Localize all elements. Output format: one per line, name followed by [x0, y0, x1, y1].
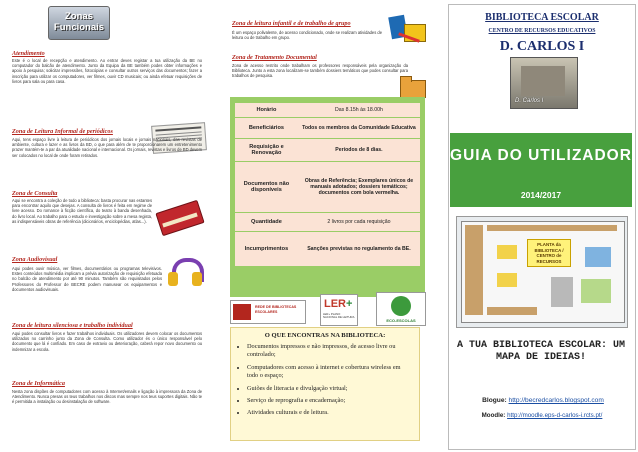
moodle-line: Moodle: http://moodle.eps-d-carlos-i.rcts.pt/ — [481, 412, 603, 419]
library-floor-plan — [456, 216, 628, 328]
schedule-value: 2 livros por cada requisição — [298, 213, 420, 231]
schedule-value: Períodos de 8 dias. — [298, 139, 420, 161]
section-title-leitura-informal: Zona de Leitura Informal de periódicos — [12, 128, 113, 135]
guide-year: 2014/2017 — [520, 190, 562, 200]
section-title-informatica: Zona de Informática — [12, 380, 65, 387]
text-silenciosa: Aqui podes consultar livros e fazer trabalhos individuais. Os utilizadores devem colocar os documentos utilizados no carrinho junto da Zona de Consulta. Como utilizador és o único responsável pelo documento que lá é confiado. Em caso de extravio ou deterioração, caberá repor novo documento ou indemnizar a escola. — [12, 331, 202, 352]
schedule-value: Obras de Referência; Exemplares únicos de manuais adotados; dossiers temáticos; documentos com bola vermelha. — [298, 162, 420, 212]
cover-title-centro: CENTRO DE RECURSOS EDUCATIVOS — [488, 28, 596, 34]
schedule-row — [235, 162, 420, 212]
section-title-consulta: Zona de Consulta — [12, 190, 58, 197]
section-title-silenciosa: Zona de leitura silenciosa e trabalho individual — [12, 322, 133, 329]
floor-plan-label: PLANTA da BIBLIOTECA / CENTRO de RECURSOS — [527, 239, 571, 267]
cover-title-biblioteca: BIBLIOTECA ESCOLAR — [485, 12, 599, 23]
schedule-value: Das 8.15h às 18.00h — [298, 103, 420, 117]
ler-mais-logo: LER+ LER+ PLANO NACIONAL DE LEITURA — [320, 294, 358, 326]
headphones-icon — [166, 254, 204, 294]
blog-line: Blogue: http://becredcarlos.blogspot.com — [482, 397, 604, 404]
text-leitura-informal: Aqui, tens espaço livre à leitura de periódicos dos jornais locais e jornais nacionais, das revistas de ambiente, cultura e lazer e as livros da BD, o que para além de te proporcionarem um entretenimento prazer mantém-te a par da atualidade nacional e internacional. Os jornais, revistas e livros de BD devem ser colocados no local de onde foram retirados. — [12, 137, 202, 158]
schedule-label: Requisição e Renovação — [235, 139, 298, 161]
text-atendimento: Este é o local de recepção e atendimento. Ao entrar deves registar a tua utilização da BE no computador do balcão de atendimento. Junto da Equipa da BE também podes obter informações e apoio à pesquisa; solicitar impressões, fotocópias e consultar outros serviços das documentos; fazer a inscrição para utilizar os computadores, ver filmes, ouvir CD musicais; ou ainda efetuar requisições de livros para sala ou para casa. — [12, 58, 202, 84]
text-audiovisual: Aqui podes ouvir música, ver filmes, documentários ou programas televisivos. Estes conteúdos multimédia implicam a prévia autorização de requisição efetuada no balcão de atendimento por até 90 minutos. Também são requisitados pelos Professores do Professor de BECRE podem manusear os equipamentos e documentos audiovisuais. — [12, 266, 162, 292]
cover-title-school: D. CARLOS I — [499, 39, 585, 54]
text-consulta: Aqui se encontra a coleção de todo a biblioteca: basta procurar nas estantes para encontrar aquilo que desejas. A consulta de livros é feita em regime de livre acesso. Do romance à ficção científica, do teatro à banda desenhada, do livro local. Ao trabalho para o estudo e investigação sobre a mesa regista, as indispensáveis obras de referência (dicionários, enciclopédias, atlas...). — [12, 198, 152, 224]
info-list — [237, 343, 413, 418]
schedule-row — [235, 139, 420, 161]
eco-escolas-logo: ECO-ESCOLAS — [376, 292, 426, 326]
section-title-atendimento: Atendimento — [12, 50, 45, 57]
cover-slogan: A TUA BIBLIOTECA ESCOLAR: UM MAPA DE IDEIAS! — [456, 340, 626, 363]
text-infantil: É um espaço polivalente, de acesso condicionado, onde se realizam atividades de leitura ou de trabalho em grupo. — [232, 30, 382, 41]
schedule-row — [235, 118, 420, 138]
schedule-value: Sanções previstas no regulamento da BE. — [298, 232, 420, 266]
text-tratamento: Zona de acesso restrito onde trabalham os professores responsáveis pela organização da Biblioteca. Junto a esta zona localizam-se também dossiers temáticos que podes consultar para trabalhos de pesquisa. — [232, 63, 408, 79]
schedule-label: Quantidade — [235, 213, 298, 231]
schedule-row — [235, 103, 420, 117]
moodle-link[interactable]: http://moodle.eps-d-carlos-i.rcts.pt/ — [507, 412, 603, 419]
section-title-audiovisual: Zona Audiovisual — [12, 256, 58, 263]
text-informatica: Nesta zona dispões de computadores com acesso à Internet/emails e ligação à impressora da Zona de Atendimento. Nunca presas os teus trabalhos nos discos mas sempre nos teus suportes digitais. Não te é permitida a instalação ou desinstalação de software. — [12, 389, 202, 405]
info-list-item: • Serviço de reprografia e encadernação; — [247, 397, 413, 405]
schedule-label: Beneficiários — [235, 118, 298, 138]
section-title-tratamento: Zona de Tratamento Documental — [232, 54, 317, 61]
book-icon — [156, 198, 202, 236]
blog-link[interactable]: http://becredcarlos.blogspot.com — [508, 397, 604, 404]
guide-title: GUIA DO UTILIZADOR — [450, 147, 632, 164]
schedule-label: Incumprimentos — [235, 232, 298, 266]
info-list-item: • Computadores com acesso à internet e cobertura wireless em todo o espaço; — [247, 364, 413, 381]
info-list-item: • Documentos impressos e não impressos, de acesso livre ou controlado; — [247, 343, 413, 360]
info-box — [230, 327, 420, 441]
schedule-label: Horário — [235, 103, 298, 117]
zonas-funcionais-badge: Zonas Funcionais — [48, 6, 110, 40]
schedule-row — [235, 232, 420, 266]
schedule-label: Documentos não disponíveis — [235, 162, 298, 212]
info-box-title: O QUE ENCONTRAS NA BIBLIOTECA: — [264, 332, 386, 339]
schedule-row — [235, 213, 420, 231]
schedule-table — [230, 97, 425, 297]
rede-bibliotecas-logo: REDE DE BIBLIOTECAS ESCOLARES — [230, 300, 306, 324]
school-supplies-icon — [388, 12, 428, 46]
section-title-infantil: Zona de leitura infantil e de trabalho de grupo — [232, 20, 351, 27]
info-list-item: • Guiões de literacia e divulgação virtual; — [247, 385, 413, 393]
info-list-item: • Atividades culturais e de leitura. — [247, 409, 413, 417]
school-photo: D. Carlos I — [510, 57, 578, 109]
schedule-value: Todos os membros da Comunidade Educativa — [298, 118, 420, 138]
